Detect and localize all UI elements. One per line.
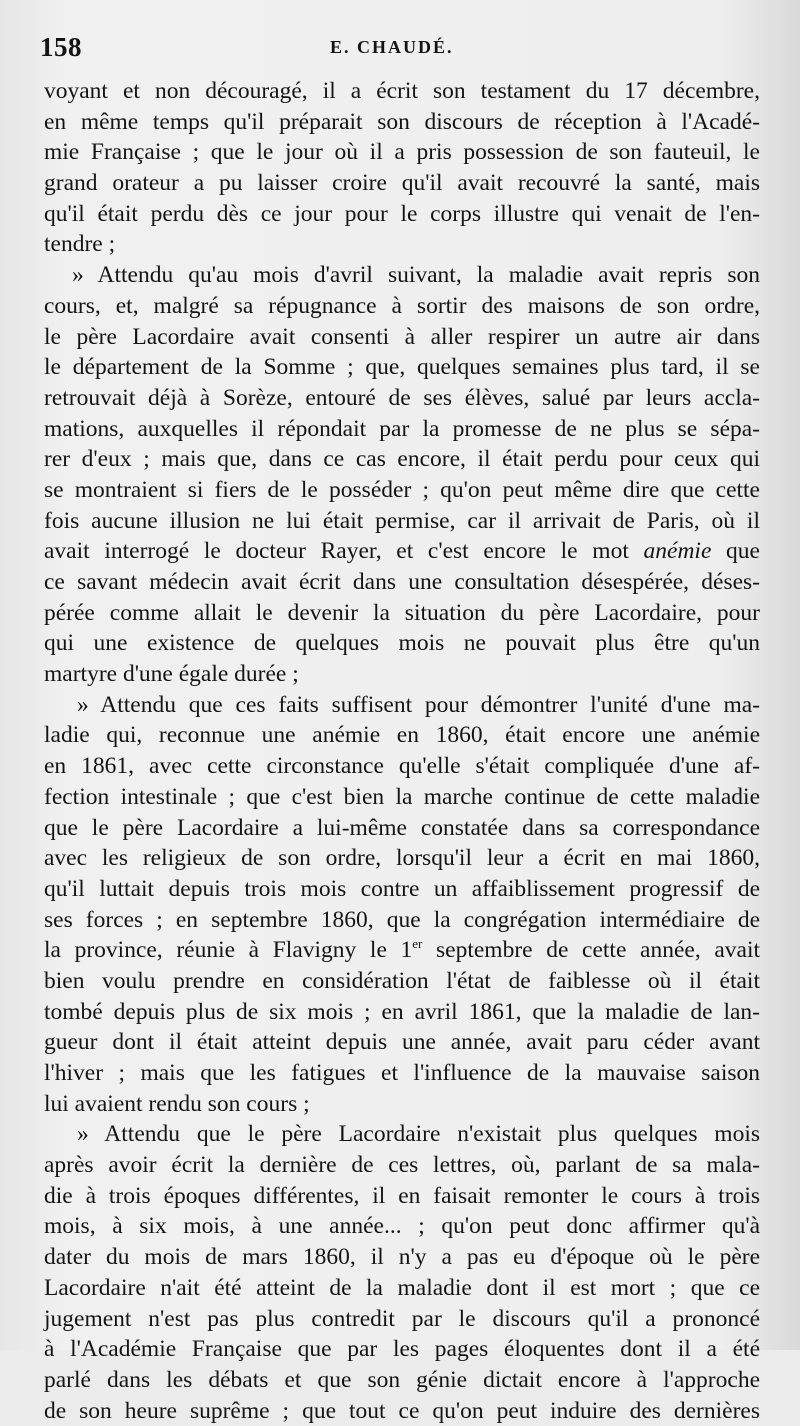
text-line: ses forces ; en septembre 1860, que la congrégation intermédiaire de [44,906,760,933]
text-line: fection intestinale ; que c'est bien la marche continue de cette maladie [44,783,760,810]
text-line: avait interrogé le docteur Rayer, et c'est encore le mot anémie que [44,538,760,565]
text-line: mie Française ; que le jour où il a pris possession de son fauteuil, le [44,139,760,166]
text-line: en même temps qu'il préparait son discours de réception à l'Acadé- [44,108,760,135]
body-text [44,76,760,1426]
text-line: lui avaient rendu son cours ; [44,1090,310,1117]
text-line: rer d'eux ; mais que, dans ce cas encore, il était perdu pour ceux qui [44,446,760,473]
italic-word: anémie [643,538,712,565]
text-line: tombé depuis plus de six mois ; en avril 1861, que la maladie de lan- [44,998,760,1025]
text-line: mations, auxquelles il répondait par la promesse de ne plus se sépa- [44,415,760,442]
text-line: dater du mois de mars 1860, il n'y a pas eu d'époque où le père [44,1244,760,1271]
text-line: qu'il luttait depuis trois mois contre un affaiblissement progressif de [44,875,760,902]
text-line: martyre d'une égale durée ; [44,661,299,688]
text-line: pérée comme allait le devenir la situation du père Lacordaire, pour [44,599,760,626]
paragraph-start-line: » Attendu qu'au mois d'avril suivant, la maladie avait repris son [72,262,760,289]
text-line: die à trois époques différentes, il en faisait remonter le cours à trois [44,1182,760,1209]
text-line: bien voulu prendre en considération l'état de faiblesse où il était [44,967,760,994]
text-line-with-superscript [44,935,760,966]
text-line: à l'Académie Française que par les pages éloquentes dont il a été [44,1336,760,1363]
text-line: en 1861, avec cette circonstance qu'elle s'était compliquée d'une af- [44,753,760,780]
text-segment: septembre de cette année, avait [422,937,761,964]
paragraph-start-line: » Attendu que le père Lacordaire n'existait plus quelques mois [77,1121,760,1148]
text-line: ce savant médecin avait écrit dans une consultation désespérée, déses- [44,569,760,595]
text-line: se montraient si fiers de le posséder ; qu'on peut même dire que cette [44,476,760,503]
text-line: fois aucune illusion ne lui était permise, car il arrivait de Paris, où il [44,507,760,534]
text-line: gueur dont il était atteint depuis une année, avait paru céder avant [44,1029,760,1056]
text-line: après avoir écrit la dernière de ces lettres, où, parlant de sa mala- [44,1152,760,1179]
page-header [40,32,760,68]
text-line: grand orateur a pu laisser croire qu'il avait recouvré la santé, mais [44,170,760,197]
text-line: cours, et, malgré sa répugnance à sortir des maisons de son ordre, [44,292,760,319]
text-line: qu'il était perdu dès ce jour pour le corps illustre qui venait de l'en- [44,200,760,227]
text-line: retrouvait déjà à Sorèze, entouré de ses élèves, salué par leurs accla- [44,384,760,411]
text-line: tendre ; [44,231,116,258]
page-number: 158 [40,32,82,62]
text-line: le père Lacordaire avait consenti à aller respirer un autre air dans [44,323,760,350]
text-line: Lacordaire n'ait été atteint de la maladie dont il est mort ; que ce [44,1274,760,1301]
text-line: ladie qui, reconnue une anémie en 1860, était encore une anémie [44,722,760,749]
text-line: jugement n'est pas plus contredit par le discours qu'il a prononcé [44,1305,760,1332]
text-line: l'hiver ; mais que les fatigues et l'influence de la mauvaise saison [44,1060,760,1086]
text-line: le département de la Somme ; que, quelques semaines plus tard, il se [44,354,760,381]
text-segment: la province, réunie à Flavigny le 1 [44,937,413,964]
text-line: avec les religieux de son ordre, lorsqu'il leur a écrit en mai 1860, [44,845,760,872]
paragraph-start-line: » Attendu que ces faits suffisent pour démontrer l'unité d'une ma- [77,691,760,718]
text-line: que le père Lacordaire a lui-même constatée dans sa correspondance [44,814,760,841]
text-line: de son heure suprême ; que tout ce qu'on peut induire des dernières [44,1397,760,1424]
running-head: E. CHAUDÉ. [330,37,454,57]
text-line: parlé dans les débats et que son génie dictait encore à l'approche [44,1366,760,1393]
text-line: qui une existence de quelques mois ne pouvait plus être qu'un [44,630,760,657]
ordinal-superscript: er [412,936,423,952]
text-line: mois, à six mois, à une année... ; qu'on peut donc affirmer qu'à [44,1213,760,1240]
text-line: voyant et non découragé, il a écrit son testament du 17 décembre, [44,78,760,104]
